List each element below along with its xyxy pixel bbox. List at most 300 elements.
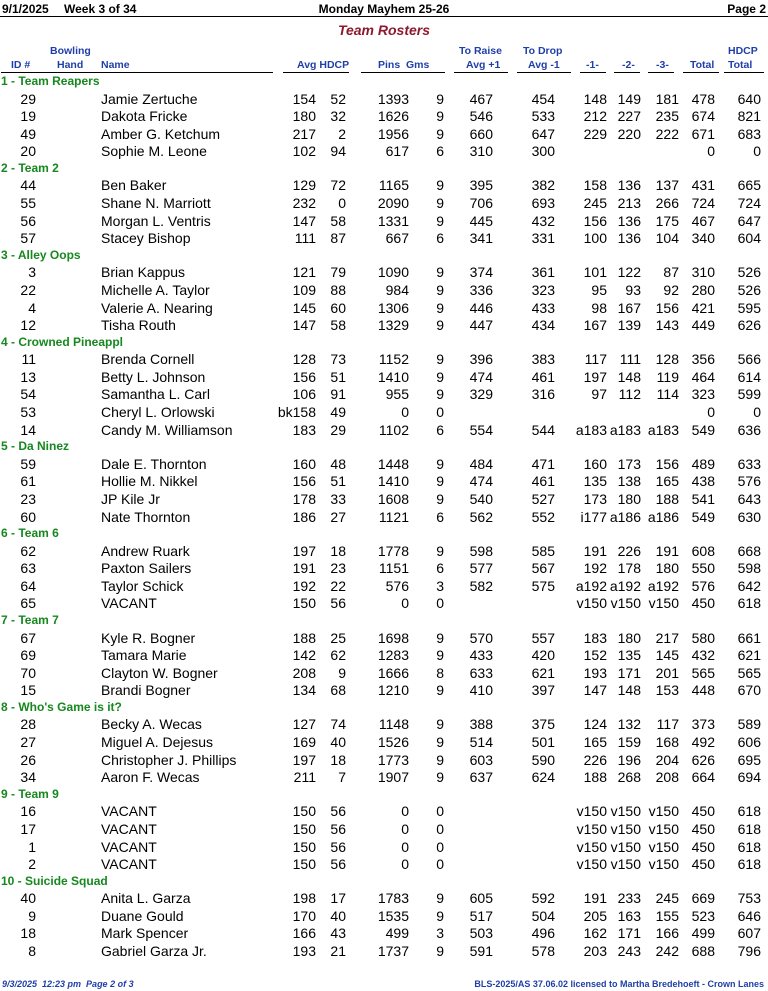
cell-gms: 9 — [436, 716, 444, 733]
cell-g1: 203 — [583, 943, 607, 959]
cell-gms: 9 — [436, 212, 444, 229]
team-heading: 2 - Team 2 — [1, 160, 59, 175]
cell-total: 373 — [691, 716, 715, 733]
cell-name: Hollie M. Nikkel — [101, 473, 198, 490]
cell-g1: 191 — [583, 890, 607, 907]
cell-id: 67 — [20, 629, 36, 646]
cell-g3: 155 — [655, 907, 679, 924]
cell-g1: 100 — [583, 230, 607, 247]
cell-avg: 145 — [292, 299, 316, 316]
cell-hdcp-total: 566 — [737, 351, 761, 368]
cell-id: 29 — [20, 90, 36, 107]
underline-pins — [361, 72, 445, 73]
team-heading: 7 - Team 7 — [1, 613, 59, 627]
cell-g2: 173 — [617, 455, 641, 472]
page-title: Team Rosters — [337, 22, 431, 38]
cell-gms: 9 — [436, 351, 444, 368]
cell-total: 724 — [691, 195, 715, 211]
cell-total: 550 — [691, 560, 715, 577]
cell-id: 60 — [20, 508, 36, 525]
table-row — [0, 716, 768, 733]
cell-name: Kyle R. Bogner — [101, 629, 196, 646]
cell-g2: 132 — [617, 716, 641, 733]
table-row — [0, 456, 768, 473]
cell-drop: 496 — [531, 925, 555, 942]
cell-hdcp: 60 — [330, 299, 346, 316]
cell-name: Candy M. Williamson — [101, 421, 233, 438]
cell-hdcp: 25 — [330, 629, 346, 646]
cell-drop: 375 — [531, 716, 555, 733]
cell-hdcp: 73 — [330, 351, 346, 368]
cell-avg: 134 — [292, 682, 316, 699]
table-row — [0, 491, 768, 508]
cell-g1: v150 — [576, 856, 607, 873]
cell-g1: 245 — [583, 195, 607, 211]
cell-g3: v150 — [648, 856, 679, 873]
cell-gms: 9 — [436, 682, 444, 699]
cell-g2: 213 — [617, 195, 641, 211]
cell-name: Duane Gould — [101, 907, 184, 924]
cell-hdcp: 23 — [330, 560, 346, 577]
table-row — [0, 647, 768, 664]
cell-hdcp: 68 — [330, 682, 346, 699]
cell-id: 59 — [20, 455, 36, 472]
cell-drop: 567 — [531, 560, 555, 577]
cell-pins: 1090 — [377, 264, 409, 281]
table-row — [0, 682, 768, 699]
cell-hdcp-total: 646 — [737, 907, 761, 924]
cell-id: 64 — [20, 577, 36, 594]
cell-total: 356 — [691, 351, 715, 368]
cell-hdcp-total: 695 — [737, 751, 761, 768]
cell-raise: 582 — [469, 577, 493, 594]
cell-id: 18 — [20, 925, 36, 942]
cell-pins: 667 — [385, 230, 409, 247]
cell-gms: 6 — [436, 230, 444, 247]
cell-drop: 316 — [531, 386, 555, 403]
cell-g3: 175 — [655, 212, 679, 229]
team-heading: 3 - Alley Oops — [1, 247, 81, 262]
cell-g3: v150 — [648, 820, 679, 837]
cell-name: Becky A. Wecas — [101, 716, 202, 733]
cell-g1: 148 — [583, 90, 607, 107]
col-hdcp-total-2: Total — [728, 59, 753, 71]
cell-pins: 0 — [401, 595, 409, 612]
cell-hdcp-total: 633 — [737, 455, 761, 472]
cell-gms: 9 — [436, 195, 444, 211]
col-game-1: -1- — [586, 59, 599, 71]
cell-drop: 461 — [531, 473, 555, 490]
cell-g2: 227 — [617, 108, 641, 125]
cell-raise: 514 — [469, 734, 493, 750]
table-row — [0, 351, 768, 368]
cell-g2: 233 — [617, 890, 641, 907]
team-heading: 10 - Suicide Squad — [1, 873, 108, 888]
table-row — [0, 560, 768, 577]
cell-avg: 208 — [292, 664, 316, 681]
table-row — [0, 925, 768, 942]
cell-hdcp-total: 821 — [737, 108, 761, 125]
cell-pins: 1210 — [377, 682, 409, 699]
cell-hdcp: 0 — [338, 195, 346, 211]
cell-id: 57 — [20, 230, 36, 247]
cell-name: Tamara Marie — [101, 647, 187, 664]
cell-id: 69 — [20, 647, 36, 664]
table-row — [0, 91, 768, 108]
cell-name: Stacey Bishop — [101, 230, 191, 247]
underline-id-name — [1, 72, 273, 73]
cell-raise: 517 — [469, 907, 493, 924]
cell-hdcp: 51 — [330, 368, 346, 385]
cell-drop: 501 — [531, 734, 555, 750]
cell-hdcp: 56 — [330, 856, 346, 873]
table-row — [0, 595, 768, 612]
cell-g1: a192 — [575, 577, 607, 594]
cell-name: VACANT — [101, 838, 157, 855]
team-heading: 8 - Who's Game is it? — [1, 699, 122, 714]
col-to-drop-1: To Drop — [523, 45, 563, 57]
cell-name: Michelle A. Taylor — [101, 281, 210, 298]
cell-name: Christopher J. Phillips — [101, 751, 237, 768]
cell-hdcp: 58 — [330, 212, 346, 229]
cell-gms: 9 — [436, 542, 444, 559]
cell-raise: 446 — [469, 299, 493, 316]
cell-hdcp-total: 643 — [737, 490, 761, 507]
cell-g1: 97 — [591, 386, 607, 403]
col-game-2: -2- — [622, 59, 635, 71]
table-row — [0, 943, 768, 960]
underline-raise — [454, 72, 508, 73]
cell-g3: 222 — [655, 125, 679, 142]
cell-pins: 576 — [385, 577, 409, 594]
cell-avg: 178 — [292, 490, 316, 507]
cell-hdcp: 56 — [330, 838, 346, 855]
cell-drop: 420 — [531, 647, 555, 664]
cell-gms: 9 — [436, 177, 444, 194]
table-row — [0, 578, 768, 595]
cell-hdcp: 56 — [330, 595, 346, 612]
cell-g1: 167 — [583, 317, 607, 334]
cell-avg: 147 — [292, 212, 316, 229]
col-hdcp-total-1: HDCP — [728, 45, 758, 57]
cell-pins: 1698 — [377, 629, 409, 646]
cell-pins: 1410 — [377, 368, 409, 385]
cell-g2: 226 — [617, 542, 641, 559]
cell-avg: 160 — [292, 455, 316, 472]
cell-g3: 137 — [655, 177, 679, 194]
cell-g2: 139 — [617, 317, 641, 334]
cell-id: 54 — [20, 386, 36, 403]
cell-avg: 197 — [292, 542, 316, 559]
cell-avg: 150 — [292, 856, 316, 873]
cell-g2: v150 — [610, 595, 641, 612]
cell-hdcp-total: 694 — [737, 769, 761, 786]
cell-g1: 193 — [583, 664, 607, 681]
cell-pins: 1410 — [377, 473, 409, 490]
cell-pins: 2090 — [377, 195, 409, 211]
cell-pins: 1151 — [378, 560, 409, 577]
cell-gms: 9 — [436, 890, 444, 907]
cell-pins: 0 — [401, 803, 409, 820]
cell-avg: 102 — [292, 143, 316, 160]
cell-g1: 192 — [583, 560, 607, 577]
cell-drop: 552 — [531, 508, 555, 525]
cell-id: 40 — [20, 890, 36, 907]
cell-drop: 533 — [531, 108, 555, 125]
cell-name: Tisha Routh — [101, 317, 176, 334]
cell-name: VACANT — [101, 595, 157, 612]
cell-g1: 147 — [583, 682, 607, 699]
cell-id: 12 — [20, 317, 36, 334]
cell-pins: 0 — [401, 404, 409, 420]
cell-raise: 706 — [469, 195, 493, 211]
header-date: 9/1/2025 — [2, 2, 49, 16]
cell-total: 450 — [691, 856, 715, 873]
cell-hdcp: 88 — [330, 281, 346, 298]
cell-g3: v150 — [648, 838, 679, 855]
cell-hdcp: 52 — [330, 90, 346, 107]
table-row — [0, 108, 768, 125]
cell-g2: 148 — [617, 682, 641, 699]
cell-gms: 9 — [436, 317, 444, 334]
cell-g1: 229 — [583, 125, 607, 142]
cell-total: 489 — [691, 455, 715, 472]
cell-hdcp-total: 642 — [737, 577, 761, 594]
cell-raise: 467 — [469, 90, 493, 107]
cell-pins: 499 — [385, 925, 409, 942]
cell-gms: 6 — [436, 508, 444, 525]
cell-g2: 93 — [625, 281, 641, 298]
cell-drop: 434 — [531, 317, 555, 334]
cell-gms: 0 — [436, 404, 444, 420]
table-row — [0, 422, 768, 439]
col-id: ID # — [11, 59, 31, 71]
cell-total: 450 — [691, 595, 715, 612]
table-row — [0, 213, 768, 230]
underline-g1 — [580, 72, 606, 73]
cell-total: 626 — [691, 751, 715, 768]
cell-raise: 598 — [469, 542, 493, 559]
cell-total: 576 — [691, 577, 715, 594]
col-name: Name — [101, 59, 130, 71]
cell-g1: 101 — [583, 264, 607, 281]
cell-name: Gabriel Garza Jr. — [101, 943, 207, 959]
cell-drop: 461 — [531, 368, 555, 385]
table-row — [0, 317, 768, 334]
header-page: Page 2 — [727, 2, 766, 16]
cell-g3: 235 — [655, 108, 679, 125]
cell-total: 565 — [691, 664, 715, 681]
cell-drop: 504 — [531, 907, 555, 924]
cell-hdcp-total: 621 — [737, 647, 761, 664]
cell-id: 22 — [20, 281, 36, 298]
cell-id: 49 — [20, 125, 36, 142]
cell-gms: 9 — [436, 734, 444, 750]
cell-g3: 87 — [663, 264, 679, 281]
cell-gms: 9 — [436, 125, 444, 142]
cell-id: 53 — [20, 404, 36, 420]
table-row — [0, 890, 768, 907]
cell-hdcp: 27 — [330, 508, 346, 525]
cell-hdcp: 48 — [330, 455, 346, 472]
table-row — [0, 177, 768, 194]
cell-hdcp-total: 604 — [737, 230, 761, 247]
cell-gms: 9 — [436, 281, 444, 298]
cell-hdcp-total: 606 — [737, 734, 761, 750]
cell-name: Miguel A. Dejesus — [101, 734, 214, 750]
cell-total: 669 — [691, 890, 715, 907]
cell-pins: 1783 — [377, 890, 409, 907]
cell-hdcp: 94 — [330, 143, 346, 160]
cell-g2: 111 — [619, 351, 641, 368]
table-row — [0, 665, 768, 682]
cell-name: Brandi Bogner — [101, 682, 191, 699]
table-row — [0, 509, 768, 526]
cell-total: 549 — [691, 421, 715, 438]
cell-raise: 310 — [469, 143, 493, 160]
cell-gms: 0 — [436, 595, 444, 612]
cell-gms: 9 — [436, 386, 444, 403]
cell-gms: 6 — [436, 560, 444, 577]
cell-name: Mark Spencer — [101, 925, 189, 942]
cell-pins: 1773 — [377, 751, 409, 768]
cell-avg: 106 — [292, 386, 316, 403]
cell-hdcp-total: 636 — [737, 421, 761, 438]
cell-drop: 383 — [531, 351, 555, 368]
cell-gms: 8 — [436, 664, 444, 681]
cell-gms: 6 — [436, 143, 444, 160]
cell-drop: 331 — [531, 230, 555, 247]
cell-hdcp: 21 — [330, 943, 346, 959]
table-row — [0, 769, 768, 786]
cell-g2: 178 — [617, 560, 641, 577]
cell-gms: 9 — [436, 368, 444, 385]
cell-g1: 212 — [583, 108, 607, 125]
cell-total: 340 — [691, 230, 715, 247]
table-row — [0, 803, 768, 820]
cell-drop: 433 — [531, 299, 555, 316]
cell-raise: 396 — [469, 351, 493, 368]
cell-gms: 9 — [436, 108, 444, 125]
cell-drop: 693 — [531, 195, 555, 211]
cell-g3: a192 — [647, 577, 679, 594]
cell-total: 431 — [691, 177, 715, 194]
cell-id: 4 — [28, 299, 36, 316]
cell-total: 492 — [691, 734, 715, 750]
cell-g3: 181 — [655, 90, 679, 107]
cell-raise: 605 — [469, 890, 493, 907]
cell-hdcp-total: 607 — [737, 925, 761, 942]
cell-hdcp: 91 — [330, 386, 346, 403]
cell-drop: 544 — [531, 421, 555, 438]
col-game-3: -3- — [656, 59, 669, 71]
cell-avg: 192 — [292, 577, 316, 594]
cell-avg: 109 — [292, 281, 316, 298]
footer-printed: 9/3/2025 12:23 pm Page 2 of 3 — [2, 979, 134, 989]
cell-id: 16 — [20, 803, 36, 820]
cell-avg: 129 — [292, 177, 316, 194]
cell-g1: 135 — [583, 473, 607, 490]
cell-pins: 1737 — [377, 943, 409, 959]
cell-pins: 955 — [385, 386, 409, 403]
cell-raise: 540 — [469, 490, 493, 507]
cell-g1: 173 — [583, 490, 607, 507]
cell-avg: 150 — [292, 803, 316, 820]
cell-hdcp-total: 796 — [737, 943, 761, 959]
cell-g3: 128 — [655, 351, 679, 368]
cell-hdcp-total: 618 — [737, 820, 761, 837]
cell-g3: 266 — [655, 195, 679, 211]
cell-hdcp: 22 — [330, 577, 346, 594]
cell-avg: 232 — [292, 195, 316, 211]
cell-raise: 570 — [469, 629, 493, 646]
cell-g3: 168 — [655, 734, 679, 750]
cell-hdcp-total: 661 — [737, 629, 761, 646]
cell-g3: 188 — [655, 490, 679, 507]
cell-name: VACANT — [101, 803, 157, 820]
cell-name: Anita L. Garza — [101, 890, 191, 907]
table-row — [0, 195, 768, 212]
cell-name: Betty L. Johnson — [101, 368, 206, 385]
cell-avg: 188 — [292, 629, 316, 646]
cell-name: Brian Kappus — [101, 264, 186, 281]
cell-raise: 637 — [469, 769, 493, 786]
cell-pins: 0 — [401, 820, 409, 837]
team-heading: 1 - Team Reapers — [1, 74, 100, 88]
cell-total: 608 — [691, 542, 715, 559]
cell-hdcp-total: 626 — [737, 317, 761, 334]
underline-hdcp-total — [724, 72, 764, 73]
team-heading: 5 - Da Ninez — [1, 439, 70, 454]
cell-total: 432 — [691, 647, 715, 664]
cell-g2: 171 — [617, 664, 641, 681]
cell-total: 688 — [691, 943, 715, 959]
cell-g1: 165 — [583, 734, 607, 750]
cell-pins: 1306 — [377, 299, 409, 316]
cell-name: Aaron F. Wecas — [101, 769, 200, 786]
cell-hdcp-total: 614 — [737, 368, 761, 385]
col-avg-hdcp: Avg HDCP — [297, 59, 350, 71]
cell-raise: 336 — [469, 281, 493, 298]
cell-hdcp: 79 — [330, 264, 346, 281]
header-week: Week 3 of 34 — [64, 2, 137, 16]
cell-g3: 166 — [655, 925, 679, 942]
cell-pins: 1283 — [377, 647, 409, 664]
cell-name: Taylor Schick — [101, 577, 184, 594]
cell-avg: 180 — [292, 108, 316, 125]
cell-total: 499 — [691, 925, 715, 942]
cell-hdcp: 87 — [330, 230, 346, 247]
cell-g2: 180 — [617, 629, 641, 646]
cell-total: 280 — [691, 281, 715, 298]
cell-name: Sophie M. Leone — [101, 143, 207, 160]
cell-pins: 1329 — [377, 317, 409, 334]
cell-raise: 388 — [469, 716, 493, 733]
cell-hdcp-total: 683 — [737, 125, 761, 142]
col-pins-gms: Pins Gms — [378, 59, 430, 71]
cell-total: 438 — [691, 473, 715, 490]
cell-avg: 154 — [292, 90, 316, 107]
cell-pins: 1331 — [377, 212, 409, 229]
cell-gms: 9 — [436, 455, 444, 472]
cell-g1: v150 — [576, 803, 607, 820]
cell-g2: 220 — [617, 125, 641, 142]
cell-total: 467 — [691, 212, 715, 229]
cell-raise: 554 — [469, 421, 493, 438]
cell-g1: 226 — [583, 751, 607, 768]
cell-raise: 447 — [469, 317, 493, 334]
cell-gms: 9 — [436, 629, 444, 646]
